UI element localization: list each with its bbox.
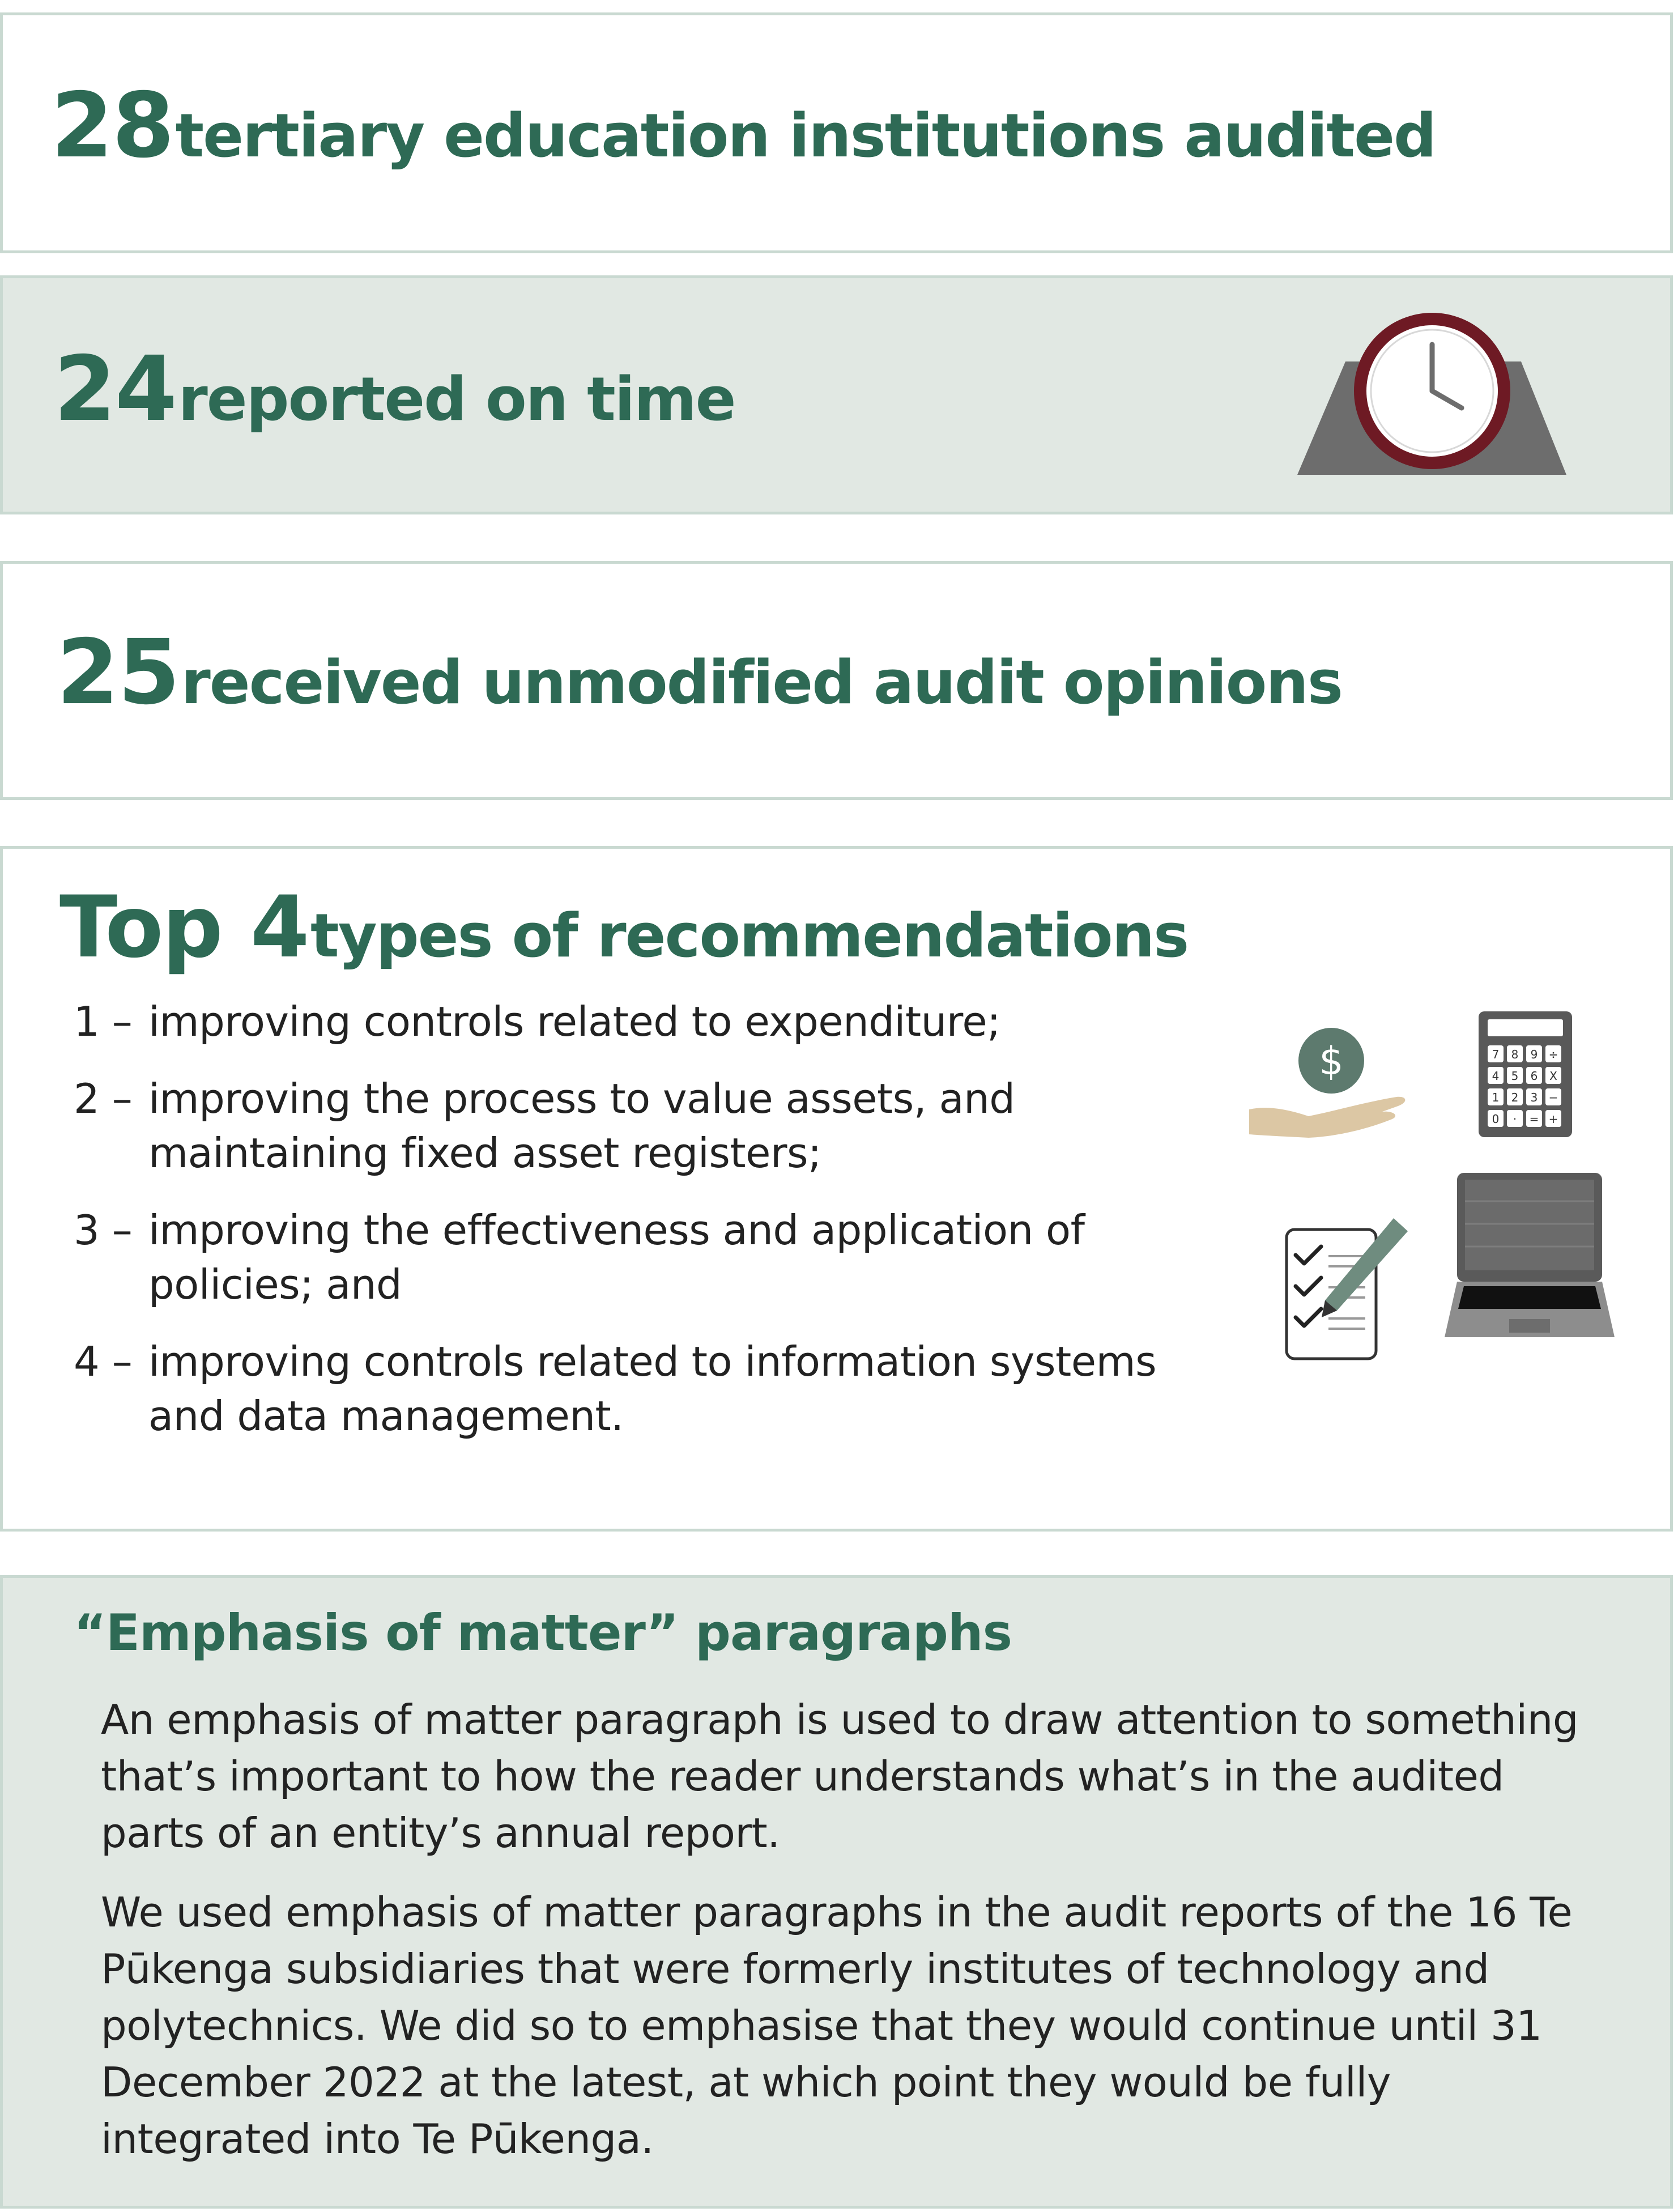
stat-unmodified-text: received unmodified audit opinions [181, 648, 1342, 717]
checklist-icon [1283, 1215, 1411, 1363]
recommendation-text: improving controls related to information systems and data management. [148, 1338, 1157, 1440]
recommendation-number: 1 – [74, 998, 133, 1045]
emphasis-title: “Emphasis of matter” paragraphs [74, 1603, 1012, 1662]
calculator-key-label: 5 [1511, 1069, 1519, 1083]
recommendations-list [74, 994, 1195, 1466]
recommendation-text: improving controls related to expenditure; [148, 998, 1000, 1045]
calculator-key-label: 3 [1530, 1091, 1538, 1104]
emphasis-paragraph-1: An emphasis of matter paragraph is used to draw attention to something that’s important to how the reader understands what’s in the audited parts of an entity’s annual report. [101, 1696, 1579, 1857]
stat-audited-number: 28 [51, 74, 173, 178]
stat-audited-text: tertiary education institutions audited [175, 101, 1436, 171]
recommendation-number: 2 – [74, 1075, 133, 1122]
calculator-key-label: 9 [1530, 1048, 1538, 1061]
calculator-key-label: 1 [1492, 1091, 1500, 1104]
emphasis-paragraph-2: We used emphasis of matter paragraphs in the audit reports of the 16 Te Pūkenga subsidiaries that were formerly institutes of technology and polytechnics. We did so to emphasise that they would continue until 31 December 2022 at the latest, at which point they would be fully integrated into Te Pūkenga. [101, 1888, 1573, 2163]
calculator-key-label: X [1549, 1069, 1557, 1083]
recommendation-number: 3 – [74, 1206, 133, 1254]
recommendation-text: improving the effectiveness and application of policies; and [148, 1206, 1085, 1308]
calculator-icon [1479, 1011, 1572, 1137]
calculator-key-label: − [1548, 1091, 1558, 1104]
calculator-key-label: + [1548, 1112, 1558, 1126]
recommendation-item [74, 994, 1195, 1049]
calculator-key-label: 8 [1511, 1048, 1519, 1061]
calculator-key-label: ÷ [1548, 1048, 1558, 1061]
recommendations-title-number: Top 4 [59, 878, 309, 977]
recommendation-item [74, 1203, 1195, 1312]
clock-icon [1297, 306, 1569, 476]
calculator-key-label: · [1513, 1112, 1517, 1126]
stat-unmodified [57, 620, 1342, 725]
stat-on-time-text: reported on time [178, 364, 735, 434]
recommendation-item [74, 1071, 1195, 1180]
calculator-key-label: = [1529, 1112, 1539, 1126]
stat-unmodified-number: 25 [57, 620, 179, 725]
calculator-key-label: 2 [1511, 1091, 1519, 1104]
dollar-symbol: $ [1319, 1039, 1344, 1084]
money-hand-icon [1246, 1026, 1411, 1145]
recommendation-text: improving the process to value assets, and maintaining fixed asset registers; [148, 1075, 1015, 1177]
calculator-key-label: 4 [1492, 1069, 1500, 1083]
stat-on-time-number: 24 [54, 337, 176, 441]
calculator-key-label: 6 [1530, 1069, 1538, 1083]
laptop-icon [1445, 1173, 1615, 1343]
recommendations-title [59, 878, 1188, 977]
calculator-key-label: 7 [1492, 1048, 1500, 1061]
calculator-key-label: 0 [1492, 1112, 1500, 1126]
stat-audited [51, 74, 1436, 178]
recommendations-title-text: types of recommendations [310, 901, 1189, 971]
stat-on-time [54, 337, 735, 441]
recommendation-number: 4 – [74, 1338, 133, 1385]
recommendation-item [74, 1334, 1195, 1443]
